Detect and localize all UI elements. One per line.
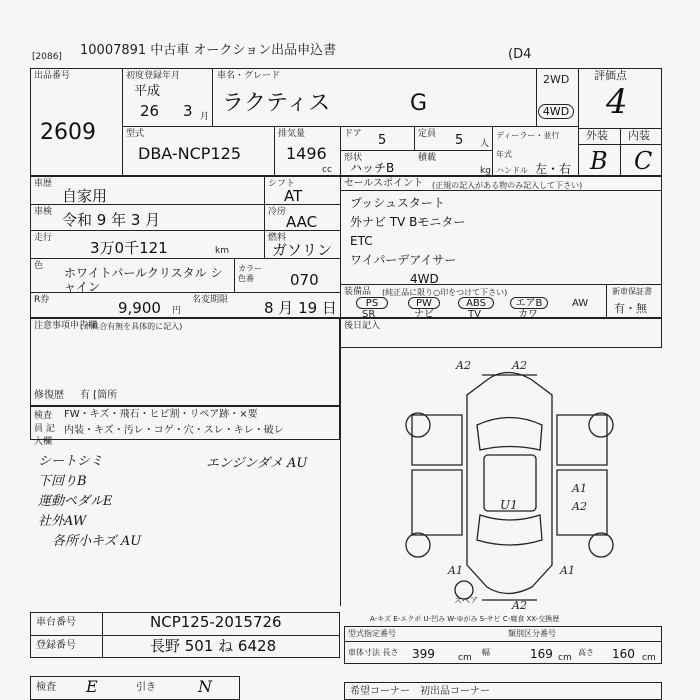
height-unit: cm [642, 653, 656, 663]
tax-month: 8 月 19 日 [264, 299, 337, 317]
handwritten-note: 運動ペダルE [38, 494, 113, 509]
sheet-code: [2086] [32, 52, 62, 62]
length: 399 [412, 647, 435, 661]
tax-month-label: 名変期限 [192, 295, 229, 305]
month-unit: 月 [200, 112, 210, 122]
divider [340, 190, 662, 191]
chassis-number: NCP125-2015726 [150, 613, 282, 631]
load-label: 積載 [418, 153, 437, 163]
check-label: 検査員 記入欄 [34, 411, 55, 447]
doors-label: ドア [344, 129, 362, 139]
sales-point: 4WD [410, 272, 439, 286]
right-rear-wheel [589, 533, 613, 557]
handle: 左・右 [535, 162, 572, 176]
exterior-label: 外装 [586, 129, 608, 142]
plate-label: 登録番号 [36, 640, 76, 651]
notes-sub: (不具合有無を具体的に記入) [80, 322, 183, 331]
usage-label: 車歴 [34, 179, 53, 189]
divider [606, 284, 607, 318]
rating-label: 評価点 [594, 69, 627, 82]
later-box [340, 318, 662, 348]
damage-mark: A1 [560, 564, 575, 577]
era: 平成 [134, 84, 161, 99]
left-front-wheel [406, 413, 430, 437]
left-rear-side [412, 470, 462, 535]
damage-mark: U1 [500, 498, 518, 512]
equipment-sub: (純正品に限り○印をつけて下さい) [382, 288, 508, 297]
plate-number: 長野 501 ね 6428 [150, 637, 277, 655]
divider [30, 635, 340, 636]
model-year-label: 年式 [496, 150, 512, 159]
width-label: 幅 [482, 648, 490, 657]
inspector-mark: E [86, 677, 98, 696]
inspection: 令和 9 年 3 月 [62, 211, 161, 229]
type-label: 型式 [126, 129, 145, 139]
repair: 有 [箇所 [80, 390, 118, 401]
later-label: 後日記入 [344, 321, 381, 331]
width-unit: cm [558, 653, 572, 663]
check-row-exterior: FW・キズ・飛石・ヒビ割・リペア跡・×要 [64, 409, 258, 420]
first-reg-month: 3 [183, 102, 193, 120]
displacement: 1496 [286, 144, 327, 163]
damage-mark: A1 [572, 482, 587, 495]
capacity-label: 定員 [418, 129, 437, 139]
pull-mark: N [198, 677, 212, 696]
doors: 5 [378, 133, 387, 148]
handwritten-note: シートシミ [38, 454, 104, 469]
sales-point: 外ナビ TV Bモニター [350, 215, 466, 229]
grade: G [410, 91, 428, 116]
model-label: 車名・グレード [217, 71, 281, 81]
divider [578, 68, 579, 176]
divider [536, 68, 537, 126]
tax-label: R券 [34, 295, 50, 305]
lot-number: 2609 [40, 120, 96, 145]
equip-tv: TV [468, 309, 481, 320]
divider [578, 144, 662, 145]
fuel: ガソリン [272, 241, 333, 259]
check-row-interior: 内装・キズ・汚レ・コゲ・穴・スレ・キレ・破レ [64, 425, 284, 436]
divider [122, 68, 123, 176]
usage: 自家用 [62, 187, 108, 205]
sales-point: プッシュスタート [350, 196, 445, 210]
sheet-title: 10007891 中古車 オークション出品申込書 [80, 43, 337, 58]
equip-navi: ナビ [414, 309, 434, 320]
inspector-label: 検査 [36, 682, 56, 693]
inspection-label: 車検 [34, 207, 53, 217]
equip-airbag: エアB [510, 297, 548, 309]
hope-label: 希望コーナー [350, 686, 410, 697]
damage-legend: A-キズ E-エクボ U-凹み W-ゆがみ S-サビ C-腐食 XX-交換歴 [370, 615, 560, 623]
damage-mark: A2 [572, 500, 587, 513]
rear-window [477, 515, 542, 545]
handle-label: ハンドル [496, 166, 528, 175]
color: ホワイトパールクリスタル シャイン [64, 266, 223, 294]
shape-label: 形状 [344, 153, 363, 163]
notes-label: 注意事項申告欄 [34, 321, 98, 331]
right-front-wheel [589, 413, 613, 437]
lot-label: 出品番号 [34, 71, 71, 81]
color-code-label: カラー 色番 [238, 264, 262, 283]
shift: AT [284, 187, 303, 205]
divider [30, 204, 340, 205]
load-unit: kg [480, 166, 491, 176]
divider [234, 258, 235, 292]
divider [30, 292, 340, 293]
height-label: 高さ [578, 648, 594, 657]
km-unit: km [215, 246, 229, 256]
damage-mark: A2 [456, 359, 471, 372]
pull-label: 引き [136, 682, 156, 693]
equip-leather: カワ [518, 309, 538, 320]
divider [344, 641, 662, 642]
car-diagram [392, 355, 622, 610]
repair-label: 修復歴 [34, 390, 64, 401]
sales-label: セールスポイント [344, 178, 424, 189]
new-car-label: 新車保証書 [612, 287, 652, 296]
damage-mark: A1 [448, 564, 463, 577]
new-car-warranty: 有・無 [614, 302, 647, 315]
divider [340, 126, 341, 176]
sales-points-list [350, 194, 465, 289]
divider [340, 176, 341, 606]
cc-unit: cc [322, 165, 332, 175]
handwritten-note: 下回りB [38, 474, 87, 489]
handwritten-notes [38, 452, 141, 552]
drive-2wd: 2WD [543, 73, 570, 86]
length-unit: cm [458, 653, 472, 663]
right-front-side [557, 415, 607, 465]
sales-sub: (正規の記入がある物のみ記入して下さい) [432, 181, 583, 190]
aircon-label: 冷房 [268, 207, 287, 217]
divider [122, 126, 578, 127]
interior-grade: C [634, 147, 653, 175]
equip-sr: SR [362, 309, 376, 320]
spare-label: スペア [454, 596, 478, 605]
tax: 9,900 [118, 299, 161, 317]
equip-ps: PS [356, 297, 388, 309]
corner-mark: (D4 [508, 47, 532, 62]
divider [30, 230, 340, 231]
divider [414, 126, 415, 150]
equip-pw: PW [408, 297, 440, 309]
first-reg-label: 初度登録年月 [126, 71, 181, 81]
car-body-outline [467, 373, 552, 594]
length-label: 車体寸法 長さ [348, 648, 399, 657]
divider [340, 150, 492, 151]
drive-4wd: 4WD [538, 104, 574, 119]
corner-label: 初出品コーナー [420, 686, 490, 697]
reg-class2-label: 類別区分番号 [508, 629, 556, 638]
handwritten-note: 社外AW [38, 514, 87, 529]
color-label: 色 [34, 261, 44, 271]
handwritten-top-note: エンジンダメ AU [206, 456, 308, 471]
equipment-label: 装備品 [344, 287, 372, 297]
color-code: 070 [290, 271, 319, 289]
mileage-label: 走行 [34, 233, 53, 243]
equip-aw: AW [572, 298, 589, 309]
damage-mark: A2 [512, 599, 527, 612]
notes-box [30, 318, 340, 406]
first-reg-year: 26 [140, 102, 160, 120]
interior-label: 内装 [628, 129, 650, 142]
divider [212, 68, 213, 126]
divider [492, 126, 493, 176]
equip-abs: ABS [458, 297, 494, 309]
damage-mark: A2 [512, 359, 527, 372]
capacity-unit: 人 [480, 139, 490, 149]
width: 169 [530, 647, 553, 661]
divider [30, 258, 340, 259]
reg-class-label: 型式指定番号 [348, 629, 396, 638]
left-rear-wheel [406, 533, 430, 557]
divider [274, 126, 275, 176]
chassis-label: 車台番号 [36, 617, 76, 628]
tax-unit: 円 [172, 306, 182, 316]
mileage: 3万0千121 [90, 239, 168, 257]
rating: 4 [606, 82, 628, 122]
capacity: 5 [455, 133, 464, 148]
model-name: ラクティス [222, 91, 331, 116]
divider [620, 128, 621, 176]
handwritten-note: 各所小キズ AU [52, 534, 142, 549]
shape: ハッチB [350, 161, 395, 175]
sales-point: ETC [350, 234, 373, 248]
windshield [477, 418, 542, 451]
aircon: AAC [286, 213, 318, 231]
divider [340, 284, 662, 285]
shift-label: シフト [268, 179, 296, 189]
dealer-label: ディーラー・並行 [496, 131, 560, 140]
model-code: DBA-NCP125 [138, 144, 241, 163]
left-front-side [412, 415, 462, 465]
fuel-label: 燃料 [268, 233, 287, 243]
divider [264, 176, 265, 258]
height: 160 [612, 647, 635, 661]
exterior-grade: B [590, 147, 608, 175]
sales-point: ワイパーデアイサー [350, 253, 457, 267]
displacement-label: 排気量 [278, 129, 306, 139]
